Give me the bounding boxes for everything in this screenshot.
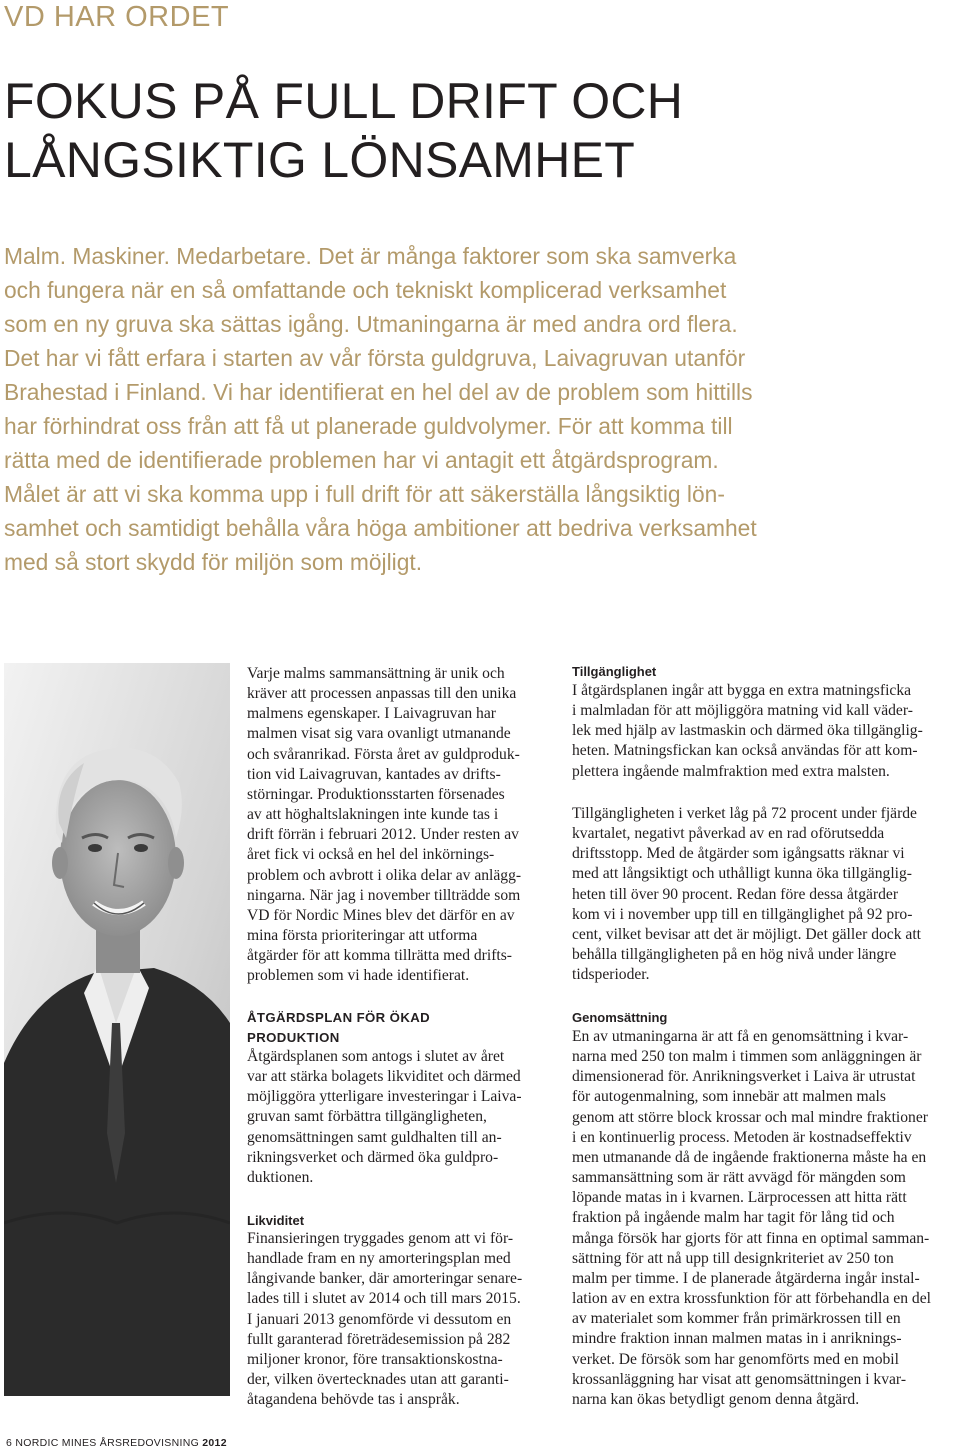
body-line: der, vilken övertecknades utan att garanti- bbox=[247, 1371, 509, 1389]
mid-column-liquidity bbox=[247, 1229, 553, 1410]
ceo-portrait-photo bbox=[4, 663, 230, 1396]
body-line: narna kan ökas betydligt genom denna åtgärd. bbox=[572, 1390, 860, 1408]
body-line: Åtgärdsplanen som antogs i slutet av året bbox=[247, 1048, 505, 1065]
page-title bbox=[4, 72, 683, 190]
subheading-text: Tillgänglighet bbox=[572, 664, 657, 679]
body-line: narna med 250 ton malm i timmen som anläggningen är bbox=[572, 1048, 922, 1066]
body-line: året fick vi också en hel del inkörnings- bbox=[247, 846, 495, 864]
body-line: problemen som vi hade identifierat. bbox=[247, 967, 470, 985]
lead-line: rätta med de identifierade problemen har vi antagit ett åtgärdsprogram. bbox=[4, 447, 719, 473]
body-line: rikningsverket och därmed öka guldpro- bbox=[247, 1148, 499, 1166]
subheading-text: Genomsättning bbox=[572, 1010, 668, 1025]
body-line: mindre fraktion innan malmen matas in i anriknings- bbox=[572, 1330, 902, 1348]
body-line: men utmanande då de ingående fraktionerna måste ha en bbox=[572, 1148, 927, 1166]
body-line: sättning för att nå upp till designkriteriet av 250 ton bbox=[572, 1249, 894, 1267]
heading-line: PRODUKTION bbox=[247, 1030, 340, 1045]
body-line: kom vi i november upp till en tillgänglighet på 92 pro- bbox=[572, 905, 913, 923]
section-label: VD HAR ORDET bbox=[4, 1, 230, 33]
lead-line: Malm. Maskiner. Medarbetare. Det är många faktorer som ska samverka bbox=[4, 243, 737, 269]
subheading-text: Likviditet bbox=[247, 1213, 305, 1228]
body-line: kvartalet, negativt påverkad av en rad oförutsedda bbox=[572, 825, 885, 843]
publication-year: 2012 bbox=[202, 1437, 227, 1449]
body-line: i malmladan för att möjliggöra matning vid kall väder- bbox=[572, 702, 913, 720]
page-title-line: FOKUS PÅ FULL DRIFT OCH bbox=[4, 73, 684, 129]
heading-line: ÅTGÄRDSPLAN FÖR ÖKAD bbox=[247, 1010, 431, 1025]
body-line: för autogenmalning, som innebär att malmen mals bbox=[572, 1088, 886, 1106]
body-line: genomsättningen samt guldhalten till an- bbox=[247, 1128, 502, 1146]
body-line: lation av en extra krossfunktion för att förbehandla en del bbox=[572, 1290, 931, 1308]
body-line: var att stärka bolagets likviditet och därmed bbox=[247, 1068, 521, 1086]
body-line: genom att större block krossar och mal mindre fraktioner bbox=[572, 1108, 928, 1126]
body-line: möjliggöra ytterligare investeringar i Laiva- bbox=[247, 1088, 522, 1106]
right-column-availability-1 bbox=[572, 681, 960, 782]
lead-line: samhet och samtidigt behålla våra höga ambitioner att bedriva verksamhet bbox=[4, 515, 757, 541]
body-line: lek med hjälp av lastmaskin och därmed öka tillgänglig- bbox=[572, 722, 923, 740]
body-line: VD för Nordic Mines blev det därför en av bbox=[247, 906, 515, 924]
body-line: verket. De försök som har genomförts med en mobil bbox=[572, 1350, 899, 1368]
body-line: många försök har gjorts för att finna en optimal samman- bbox=[572, 1229, 930, 1247]
body-line: driftsstopp. Med de åtgärder som igångsatts räknar vi bbox=[572, 845, 905, 863]
body-line: handlade fram en ny amorteringsplan med bbox=[247, 1250, 511, 1268]
body-line: En av utmaningarna är att få en genomsättning i kvar- bbox=[572, 1028, 909, 1045]
subheading-throughput bbox=[572, 1008, 960, 1028]
right-column-throughput bbox=[572, 1027, 960, 1410]
lead-line: och fungera när en så omfattande och tekniskt komplicerad verksamhet bbox=[4, 277, 727, 303]
body-line: långivande banker, där amorteringar senare- bbox=[247, 1270, 523, 1288]
body-line: malm per timme. I de planerade åtgärderna ingår instal- bbox=[572, 1269, 920, 1287]
portrait-illustration bbox=[4, 663, 230, 1396]
body-line: tion vid Laivagruvan, kantades av drifts- bbox=[247, 765, 501, 783]
section-heading-action-plan bbox=[247, 1008, 553, 1048]
lead-line: Det har vi fått erfara i starten av vår första guldgruva, Laivagruvan utanför bbox=[4, 345, 746, 371]
body-line: löpande matas in i kvarnen. Lärprocessen att hitta rätt bbox=[572, 1189, 907, 1207]
body-line: åtagandena behövde tas i anspråk. bbox=[247, 1391, 460, 1409]
page-footer bbox=[6, 1437, 227, 1449]
lead-line: har förhindrat oss från att få ut planerade guldvolymer. För att komma till bbox=[4, 413, 733, 439]
lead-line: som en ny gruva ska sättas igång. Utmaningarna är med andra ord flera. bbox=[4, 311, 738, 337]
body-line: i en kontinuerlig process. Metoden är kostnadseffektiv bbox=[572, 1128, 912, 1146]
body-line: heten. Matningsfickan kan också användas för att kom- bbox=[572, 742, 918, 760]
body-line: gruvan samt förbättra tillgängligheten, bbox=[247, 1108, 487, 1126]
body-line: Varje malms sammansättning är unik och bbox=[247, 665, 505, 682]
lead-line: med så stort skydd för miljön som möjligt. bbox=[4, 549, 423, 575]
mid-column-action-plan bbox=[247, 1047, 553, 1188]
body-line: plettera ingående malmfraktion med extra malsten. bbox=[572, 762, 890, 780]
page-number: 6 bbox=[6, 1437, 13, 1449]
body-line: mina första prioriteringar att utforma bbox=[247, 927, 478, 945]
body-line: sammansättning som är rätt avvägd för mängden som bbox=[572, 1169, 906, 1187]
publication-name: NORDIC MINES ÅRSREDOVISNING bbox=[15, 1437, 200, 1449]
body-line: malmen visat sig vara ovanligt utmanande bbox=[247, 725, 511, 743]
body-line: och svåranrikad. Första året av guldproduk- bbox=[247, 745, 520, 763]
body-line: fraktion på ingående malm har tagit för lång tid och bbox=[572, 1209, 895, 1227]
body-line: med att långsiktigt och uthålligt kunna öka tillgänglig- bbox=[572, 865, 912, 883]
body-line: drift förrän i februari 2012. Under resten av bbox=[247, 826, 519, 844]
body-line: lades till i slutet av 2014 och till mars 2015. bbox=[247, 1290, 521, 1308]
right-column-availability-2 bbox=[572, 804, 960, 985]
body-line: I januari 2013 genomförde vi dessutom en bbox=[247, 1310, 512, 1328]
body-line: dimensionerad för. Anrikningsverket i Laiva är utrustat bbox=[572, 1068, 916, 1086]
body-line: Tillgängligheten i verket låg på 72 procent under fjärde bbox=[572, 805, 917, 822]
body-line: fullt garanterad företrädesemission på 282 bbox=[247, 1330, 511, 1348]
body-line: behålla tillgängligheten på en hög nivå under längre bbox=[572, 946, 897, 964]
body-line: kräver att processen anpassas till den unika bbox=[247, 685, 517, 703]
body-line: krossanläggning har visat att genomsättningen i kvar- bbox=[572, 1370, 907, 1388]
body-line: av materialet som kommer från primärkrossen till en bbox=[572, 1310, 901, 1328]
lead-line: Målet är att vi ska komma upp i full drift för att säkerställa långsiktig lön- bbox=[4, 481, 725, 507]
body-line: miljoner kronor, före transaktionskostna- bbox=[247, 1350, 503, 1368]
body-line: cent, vilket bevisar att det är möjligt. Det gäller dock att bbox=[572, 925, 922, 943]
body-line: heten till över 90 procent. Redan före dessa åtgärder bbox=[572, 885, 899, 903]
body-line: malmens egenskaper. I Laivagruvan har bbox=[247, 705, 496, 723]
body-line: åtgärder för att komma tillrätta med drifts- bbox=[247, 947, 512, 965]
subheading-availability bbox=[572, 662, 960, 682]
body-line: tidsperioder. bbox=[572, 966, 650, 984]
mid-column-intro bbox=[247, 664, 553, 987]
body-line: problem och avbrott i olika delar av anlägg- bbox=[247, 866, 522, 884]
subheading-liquidity bbox=[247, 1211, 553, 1231]
body-line: duktionen. bbox=[247, 1168, 314, 1186]
lead-paragraph bbox=[4, 239, 904, 579]
body-line: störningar. Produktionsstarten försenades bbox=[247, 785, 505, 803]
body-line: I åtgärdsplanen ingår att bygga en extra matningsficka bbox=[572, 682, 912, 699]
body-line: Finansieringen tryggades genom att vi för- bbox=[247, 1230, 514, 1247]
body-line: ningarna. När jag i november tillträdde som bbox=[247, 886, 521, 904]
page-title-line: LÅNGSIKTIG LÖNSAMHET bbox=[4, 132, 636, 188]
body-line: av att höghaltslakningen inte kunde tas i bbox=[247, 806, 499, 824]
lead-line: Brahestad i Finland. Vi har identifierat en hel del av de problem som hittills bbox=[4, 379, 753, 405]
